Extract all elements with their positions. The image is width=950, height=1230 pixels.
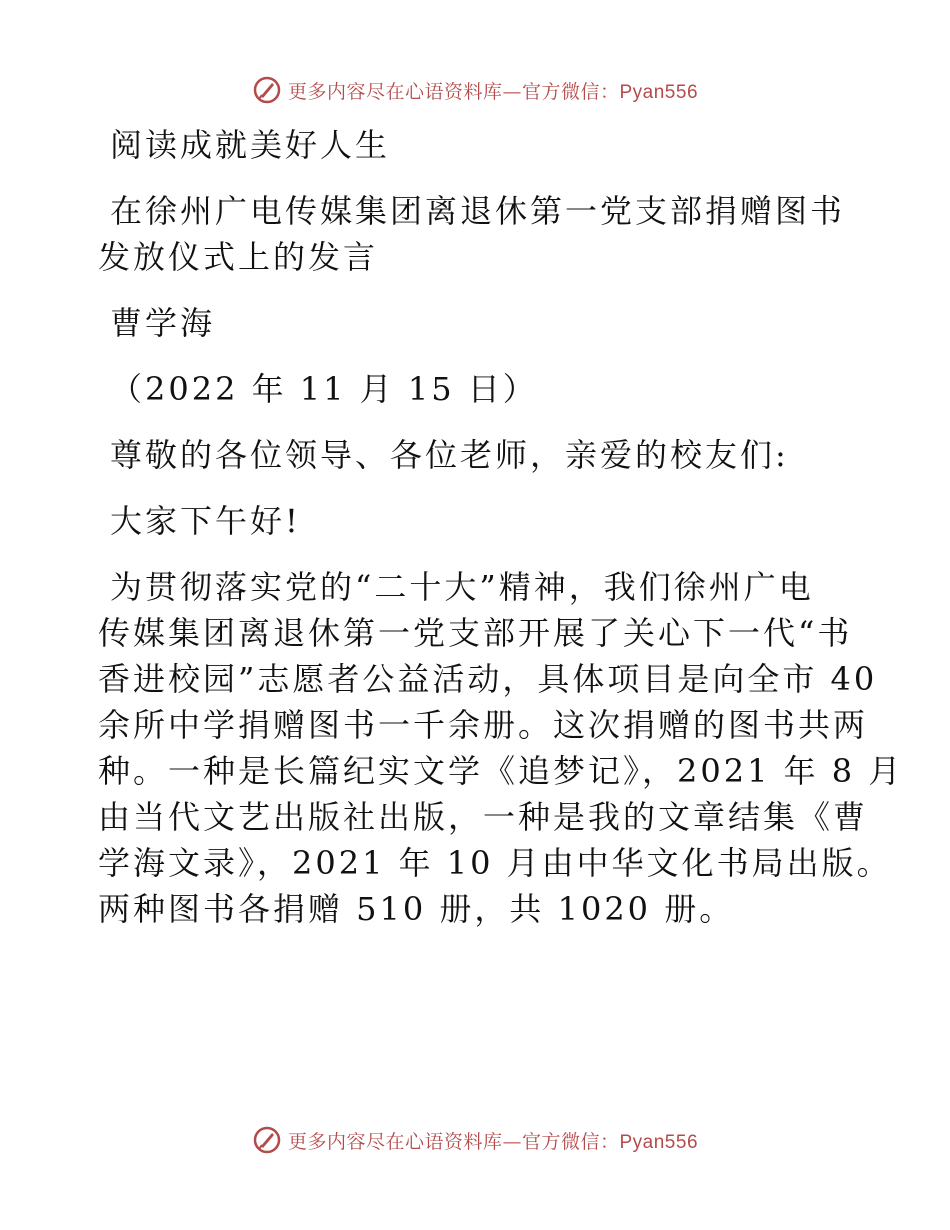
speech-date: （2022 年 11 月 15 日）: [110, 370, 538, 408]
quill-logo-icon: [252, 75, 282, 105]
watermark-text: 更多内容尽在心语资料库—官方微信：Pyan556: [287, 1130, 699, 1153]
subtitle-line-2: 发放仪式上的发言: [98, 238, 379, 276]
watermark-text: 更多内容尽在心语资料库—官方微信：Pyan556: [287, 80, 699, 103]
paragraph-line: 香进校园”志愿者公益活动，具体项目是向全市 40: [98, 660, 878, 698]
quill-logo-icon: [252, 1125, 282, 1155]
body-paragraph: [98, 564, 904, 932]
subtitle-line-1: 在徐州广电传媒集团离退休第一党支部捐赠图书: [110, 192, 846, 230]
salutation: 尊敬的各位领导、各位老师，亲爱的校友们:: [110, 436, 789, 474]
document-body: [98, 122, 904, 932]
paragraph-line: 学海文录》，2021 年 10 月由中华文化书局出版。: [98, 844, 892, 882]
paragraph-line: 种。一种是长篇纪实文学《追梦记》，2021 年 8 月: [98, 752, 904, 790]
paragraph-line: 由当代文艺出版社出版，一种是我的文章结集《曹: [98, 798, 869, 836]
paragraph-line: 为贯彻落实党的“二十大”精神，我们徐州广电: [110, 568, 814, 606]
paragraph-line: 余所中学捐赠图书一千余册。这次捐赠的图书共两: [98, 706, 869, 744]
author-name: 曹学海: [110, 304, 216, 342]
document-title: 阅读成就美好人生: [110, 126, 391, 164]
paragraph-line: 传媒集团离退休第一党支部开展了关心下一代“书: [98, 614, 853, 652]
header-watermark: [0, 70, 950, 110]
greeting: 大家下午好!: [110, 502, 301, 540]
paragraph-line: 两种图书各捐赠 510 册，共 1020 册。: [98, 890, 735, 928]
footer-watermark: [0, 1120, 950, 1160]
